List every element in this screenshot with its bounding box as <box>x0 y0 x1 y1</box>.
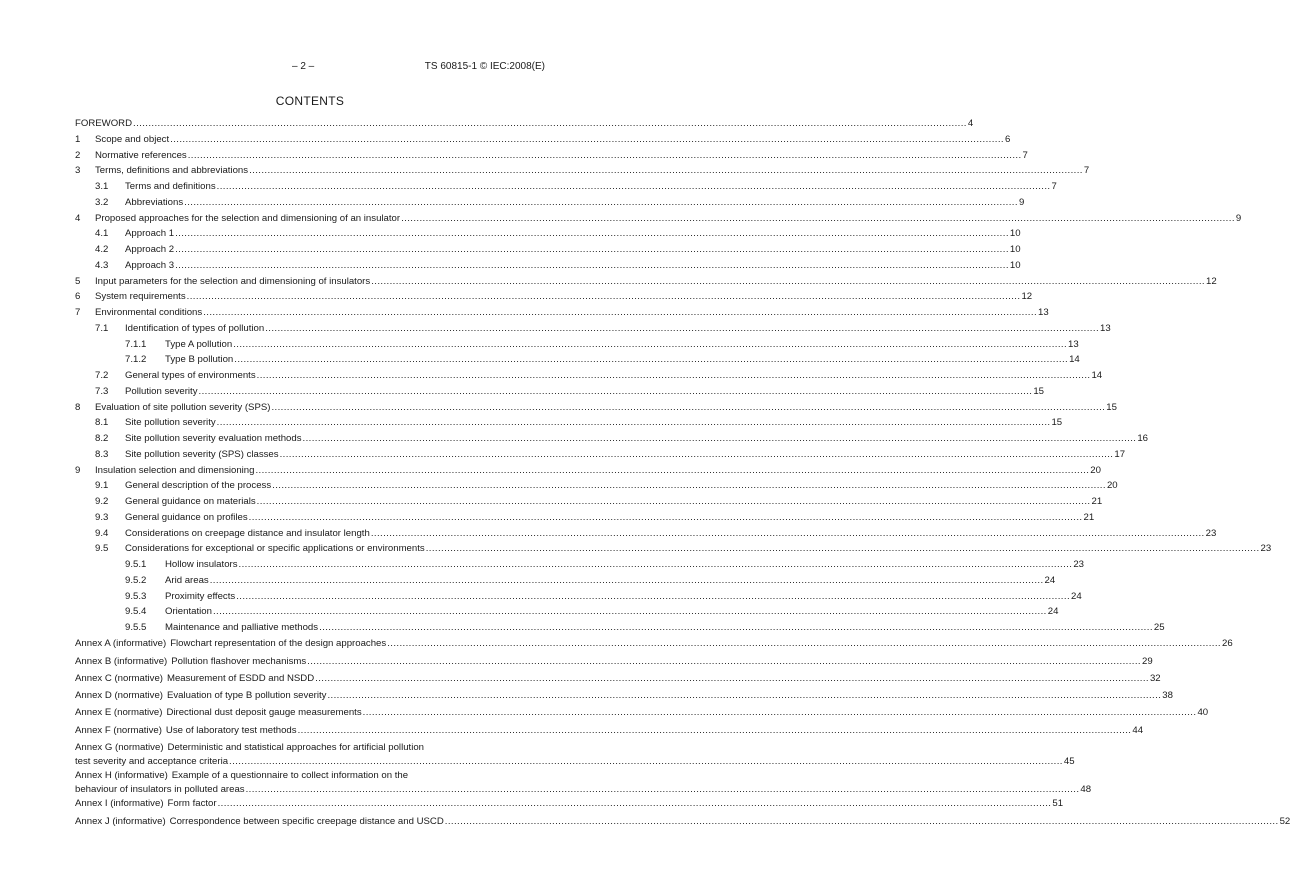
toc-entry[interactable] <box>75 164 1090 178</box>
toc-entry[interactable] <box>75 180 1057 194</box>
toc-entry-row <box>75 227 1021 241</box>
annex-second-line <box>75 783 1092 797</box>
dot-leader <box>371 275 1205 289</box>
dot-leader <box>315 672 1149 686</box>
toc-entry-row <box>75 637 1233 651</box>
annex-title: Flowchart representation of the design approaches <box>170 638 387 650</box>
section-title: Hollow insulators <box>165 559 238 570</box>
toc-entry[interactable] <box>75 479 1118 493</box>
toc-entry-row <box>75 448 1126 462</box>
toc-entry[interactable] <box>75 495 1103 509</box>
page-ref: 10 <box>1009 259 1021 271</box>
dot-leader <box>184 196 1018 210</box>
annex-title: Correspondence between specific creepage distance and USCD <box>169 815 444 827</box>
section-number: 7.3 <box>95 385 109 397</box>
toc-entry[interactable] <box>75 590 1082 604</box>
section-title: Site pollution severity <box>125 417 216 429</box>
section-title: Environmental conditions <box>95 307 203 318</box>
dot-leader <box>363 706 1197 720</box>
page-number: – 2 – <box>292 61 315 72</box>
annex-designation: Annex E (normative) <box>75 707 163 719</box>
page-ref: 14 <box>1069 354 1080 366</box>
toc-entry[interactable] <box>75 574 1056 588</box>
annex-title: Example of a questionnaire to collect information on the <box>171 770 409 781</box>
page-ref: 13 <box>1068 338 1079 350</box>
page-ref: 32 <box>1149 672 1161 684</box>
dot-leader <box>445 815 1279 829</box>
toc-entry-row <box>75 479 1118 493</box>
toc-annex-entry[interactable] <box>75 655 1153 669</box>
section-number: 9.5.1 <box>125 559 147 570</box>
section-title: Site pollution severity (SPS) classes <box>125 448 279 460</box>
toc-entry-row <box>75 401 1117 415</box>
toc-annex-entry[interactable] <box>75 706 1209 720</box>
toc-entry-row <box>75 149 1028 163</box>
section-number: 4.3 <box>95 259 109 271</box>
page-ref: 9 <box>1018 196 1025 208</box>
annex-title-continued: test severity and acceptance criteria <box>75 755 229 767</box>
dot-leader <box>319 621 1153 635</box>
page-ref: 24 <box>1044 574 1056 586</box>
toc-entry-row <box>75 164 1090 178</box>
toc-entry-row <box>75 133 1011 147</box>
toc-entry-row <box>75 290 1033 304</box>
page-ref: 23 <box>1205 527 1217 539</box>
annex-designation: Annex I (informative) <box>75 798 164 810</box>
toc-entry[interactable] <box>75 605 1059 619</box>
dot-leader <box>175 259 1009 273</box>
toc-entry-row <box>75 706 1209 720</box>
toc-entry-row <box>75 117 974 131</box>
section-title: Proximity effects <box>165 590 236 602</box>
dot-leader <box>255 464 1089 478</box>
dot-leader <box>426 542 1260 556</box>
dot-leader <box>217 416 1051 430</box>
page-ref: 15 <box>1106 401 1117 413</box>
section-title: Arid areas <box>165 574 209 586</box>
page-ref: 40 <box>1197 707 1209 719</box>
toc-entry[interactable] <box>75 369 1103 383</box>
page-ref: 21 <box>1091 496 1103 507</box>
section-number: 4 <box>75 212 81 224</box>
page-ref: 21 <box>1083 511 1095 523</box>
section-title: Normative references <box>95 149 187 161</box>
page-ref: 23 <box>1073 559 1084 570</box>
section-title: Insulation selection and dimensioning <box>95 464 255 476</box>
toc-entry[interactable] <box>75 338 1079 352</box>
annex-title: Use of laboratory test methods <box>165 724 297 736</box>
page-ref: 38 <box>1162 690 1173 701</box>
dot-leader <box>272 479 1106 493</box>
annex-designation: Annex J (informative) <box>75 815 166 827</box>
toc-entry[interactable] <box>75 558 1084 572</box>
toc-entry-row <box>75 655 1153 669</box>
section-number: 5 <box>75 275 81 287</box>
toc-entry-row <box>75 259 1021 273</box>
dot-leader <box>303 432 1137 446</box>
toc-entry[interactable] <box>75 448 1126 462</box>
toc-entry-row <box>75 672 1161 686</box>
section-title: General guidance on materials <box>125 496 256 507</box>
toc-entry[interactable] <box>75 117 974 131</box>
page-ref: 48 <box>1080 784 1092 795</box>
section-title: Abbreviations <box>125 196 184 208</box>
section-number: 3.1 <box>95 181 109 192</box>
annex-title: Directional dust deposit gauge measurements <box>166 707 362 719</box>
section-title: Considerations on creepage distance and insulator length <box>125 527 370 539</box>
toc-annex-entry[interactable] <box>75 815 1290 829</box>
section-title: Pollution severity <box>125 385 198 397</box>
section-number: 3.2 <box>95 196 109 208</box>
toc-entry-row <box>75 542 1272 556</box>
dot-leader <box>170 133 1004 147</box>
dot-leader <box>271 401 1105 415</box>
toc-entry-row <box>75 385 1045 399</box>
toc-entry-row <box>75 797 1064 811</box>
toc-annex-entry[interactable] <box>75 724 1144 738</box>
section-title: System requirements <box>95 291 186 303</box>
page-ref: 9 <box>1235 212 1242 224</box>
dot-leader <box>175 227 1009 241</box>
toc-entry-row <box>75 511 1095 525</box>
annex-second-line <box>75 755 1075 769</box>
dot-leader <box>218 797 1052 811</box>
toc-entry[interactable] <box>75 290 1033 304</box>
section-title: Orientation <box>165 606 212 618</box>
section-title: Identification of types of pollution <box>125 322 265 334</box>
toc-entry[interactable] <box>75 527 1217 541</box>
toc-entry-row <box>75 527 1217 541</box>
dot-leader <box>249 164 1083 178</box>
toc-entry-row <box>75 338 1079 352</box>
dot-leader <box>213 605 1047 619</box>
toc-entry-row <box>75 212 1242 226</box>
page-ref: 20 <box>1106 480 1118 492</box>
dot-leader <box>187 290 1021 304</box>
section-number: 9 <box>75 464 81 476</box>
dot-leader <box>257 495 1091 509</box>
page-ref: 14 <box>1091 370 1103 381</box>
section-title: Type A pollution <box>165 338 233 350</box>
section-title: General guidance on profiles <box>125 511 248 523</box>
dot-leader <box>387 637 1221 651</box>
section-number: 9.5 <box>95 543 109 555</box>
annex-designation: Annex A (informative) <box>75 638 167 650</box>
section-number: 9.2 <box>95 496 109 507</box>
page-ref: 20 <box>1090 464 1101 476</box>
section-number: 9.5.4 <box>125 606 147 618</box>
section-number: 9.1 <box>95 480 109 492</box>
annex-first-line <box>75 741 546 755</box>
page-ref: 52 <box>1279 815 1290 827</box>
page-ref: 17 <box>1114 448 1126 460</box>
dot-leader <box>239 558 1073 572</box>
dot-leader <box>257 369 1091 383</box>
dot-leader <box>234 353 1068 367</box>
dot-leader <box>298 724 1132 738</box>
section-number: 9.5.3 <box>125 590 147 602</box>
document-id: TS 60815-1 © IEC:2008(E) <box>424 61 545 72</box>
dot-leader <box>217 180 1051 194</box>
section-title: Input parameters for the selection and dimensioning of insulators <box>95 275 371 287</box>
annex-designation: Annex H (informative) <box>75 770 168 781</box>
section-number: 8.2 <box>95 433 109 444</box>
toc-annex-entry[interactable] <box>75 672 1161 686</box>
annex-title: Deterministic and statistical approaches for artificial pollution <box>167 741 424 753</box>
toc-entry[interactable] <box>75 259 1021 273</box>
dot-leader <box>203 306 1037 320</box>
dot-leader <box>280 448 1114 462</box>
section-title: Site pollution severity evaluation methods <box>125 433 302 444</box>
section-title: General description of the process <box>125 480 272 492</box>
dot-leader <box>265 322 1099 336</box>
toc-entry[interactable] <box>75 432 1149 446</box>
toc-annex-entry[interactable] <box>75 689 1173 703</box>
toc-entry[interactable] <box>75 353 1080 367</box>
dot-leader <box>249 511 1083 525</box>
dot-leader <box>401 212 1235 226</box>
dot-leader <box>327 689 1161 703</box>
section-number: 7.2 <box>95 370 109 381</box>
toc-entry-row <box>75 196 1025 210</box>
toc-entry-row <box>75 180 1057 194</box>
toc-annex-entry[interactable] <box>75 797 1064 811</box>
section-number: 9.3 <box>95 511 109 523</box>
section-title: Evaluation of site pollution severity (SPS) <box>95 401 271 413</box>
toc-entry[interactable] <box>75 542 1272 556</box>
annex-title: Pollution flashover mechanisms <box>171 655 307 667</box>
section-title: Type B pollution <box>165 354 234 366</box>
toc-entry-row <box>75 243 1021 257</box>
section-number: 4.1 <box>95 228 109 240</box>
section-number: 2 <box>75 149 81 161</box>
toc-entry-row <box>75 689 1173 703</box>
page-ref: 29 <box>1141 655 1153 667</box>
toc-entry-row <box>75 815 1290 829</box>
section-title: Approach 2 <box>125 244 175 255</box>
section-number: 8 <box>75 401 81 413</box>
annex-designation: Annex D (normative) <box>75 690 163 701</box>
dot-leader <box>371 527 1205 541</box>
contents-title: CONTENTS <box>275 94 345 108</box>
section-title: FOREWORD <box>75 118 133 129</box>
toc-entry-row <box>75 605 1059 619</box>
page-ref: 10 <box>1009 244 1021 255</box>
toc-entry-row <box>75 432 1149 446</box>
section-number: 7.1.1 <box>125 338 147 350</box>
toc-entry-row <box>75 353 1080 367</box>
page-ref: 6 <box>1004 133 1011 145</box>
annex-designation: Annex G (normative) <box>75 741 164 753</box>
annex-title-continued: behaviour of insulators in polluted areas <box>75 784 245 795</box>
toc-entry-row <box>75 574 1056 588</box>
toc-entry[interactable] <box>75 306 1049 320</box>
section-number: 7.1.2 <box>125 354 147 366</box>
toc-entry-row <box>75 464 1101 478</box>
page-ref: 12 <box>1021 291 1033 303</box>
section-number: 7 <box>75 307 81 318</box>
toc-entry[interactable] <box>75 511 1095 525</box>
section-number: 8.3 <box>95 448 109 460</box>
page-ref: 24 <box>1071 590 1082 602</box>
dot-leader <box>199 385 1033 399</box>
annex-designation: Annex F (normative) <box>75 724 162 736</box>
section-number: 8.1 <box>95 417 109 429</box>
toc-entry-row <box>75 724 1144 738</box>
toc-entry[interactable] <box>75 149 1028 163</box>
dot-leader <box>210 574 1044 588</box>
toc-entry[interactable] <box>75 133 1011 147</box>
toc-entry[interactable] <box>75 464 1101 478</box>
toc-entry[interactable] <box>75 385 1045 399</box>
toc-entry[interactable] <box>75 243 1021 257</box>
page-ref: 4 <box>967 118 974 129</box>
dot-leader <box>307 655 1141 669</box>
dot-leader <box>236 590 1070 604</box>
section-number: 4.2 <box>95 244 109 255</box>
toc-entry-row <box>75 495 1103 509</box>
toc-entry-row <box>75 275 1217 289</box>
toc-entry[interactable] <box>75 621 1165 635</box>
section-title: Terms, definitions and abbreviations <box>95 165 249 177</box>
toc-entry[interactable] <box>75 322 1111 336</box>
toc-entry-row <box>75 322 1111 336</box>
toc-entry-row <box>75 558 1084 572</box>
section-title: Approach 3 <box>125 259 175 271</box>
page-ref: 7 <box>1083 165 1090 177</box>
section-title: Terms and definitions <box>125 181 216 192</box>
section-number: 9.4 <box>95 527 109 539</box>
toc-entry[interactable] <box>75 275 1217 289</box>
toc-entry[interactable] <box>75 196 1025 210</box>
page-ref: 13 <box>1038 307 1049 318</box>
section-number: 6 <box>75 291 81 303</box>
page-ref: 44 <box>1132 724 1144 736</box>
annex-title: Measurement of ESDD and NSDD <box>166 672 315 684</box>
page-ref: 7 <box>1051 181 1057 192</box>
page-ref: 24 <box>1047 606 1059 618</box>
toc-entry[interactable] <box>75 212 1242 226</box>
section-title: Scope and object <box>95 133 170 145</box>
section-title: General types of environments <box>125 370 256 381</box>
dot-leader <box>133 117 967 131</box>
section-number: 7.1 <box>95 322 109 334</box>
annex-title: Evaluation of type B pollution severity <box>166 690 327 701</box>
toc-entry-row <box>75 306 1049 320</box>
page-ref: 25 <box>1153 622 1165 633</box>
toc-annex-entry[interactable] <box>75 769 1092 797</box>
dot-leader <box>229 755 1063 769</box>
page-ref: 15 <box>1051 417 1063 429</box>
annex-designation: Annex B (informative) <box>75 655 168 667</box>
page-ref: 13 <box>1100 322 1111 334</box>
toc-entry[interactable] <box>75 416 1063 430</box>
toc-entry-row <box>75 621 1165 635</box>
page-ref: 12 <box>1206 275 1217 287</box>
section-title: Considerations for exceptional or specific applications or environments <box>125 543 425 555</box>
page-ref: 15 <box>1033 385 1045 397</box>
annex-title: Form factor <box>167 798 217 810</box>
dot-leader <box>233 338 1067 352</box>
page-ref: 7 <box>1022 149 1028 161</box>
page-ref: 45 <box>1063 755 1075 767</box>
section-title: Proposed approaches for the selection and dimensioning of an insulator <box>95 212 401 224</box>
section-title: Approach 1 <box>125 228 175 240</box>
section-number: 9.5.2 <box>125 574 147 586</box>
section-title: Maintenance and palliative methods <box>165 622 319 633</box>
toc-annex-entry[interactable] <box>75 741 1075 769</box>
page-ref: 16 <box>1137 433 1149 444</box>
toc-entry[interactable] <box>75 401 1117 415</box>
annex-designation: Annex C (normative) <box>75 672 163 684</box>
section-number: 9.5.5 <box>125 622 147 633</box>
page-ref: 23 <box>1260 543 1272 555</box>
toc-entry-row <box>75 590 1082 604</box>
dot-leader <box>246 783 1080 797</box>
annex-first-line <box>75 769 546 783</box>
toc-entry[interactable] <box>75 227 1021 241</box>
toc-entry-row <box>75 369 1103 383</box>
page-ref: 51 <box>1052 798 1064 810</box>
section-number: 3 <box>75 165 81 177</box>
toc-entry-row <box>75 416 1063 430</box>
toc-annex-entry[interactable] <box>75 637 1233 651</box>
page-ref: 26 <box>1222 638 1233 650</box>
page-ref: 10 <box>1009 228 1021 240</box>
dot-leader <box>175 243 1009 257</box>
section-number: 1 <box>75 133 81 145</box>
dot-leader <box>188 149 1022 163</box>
